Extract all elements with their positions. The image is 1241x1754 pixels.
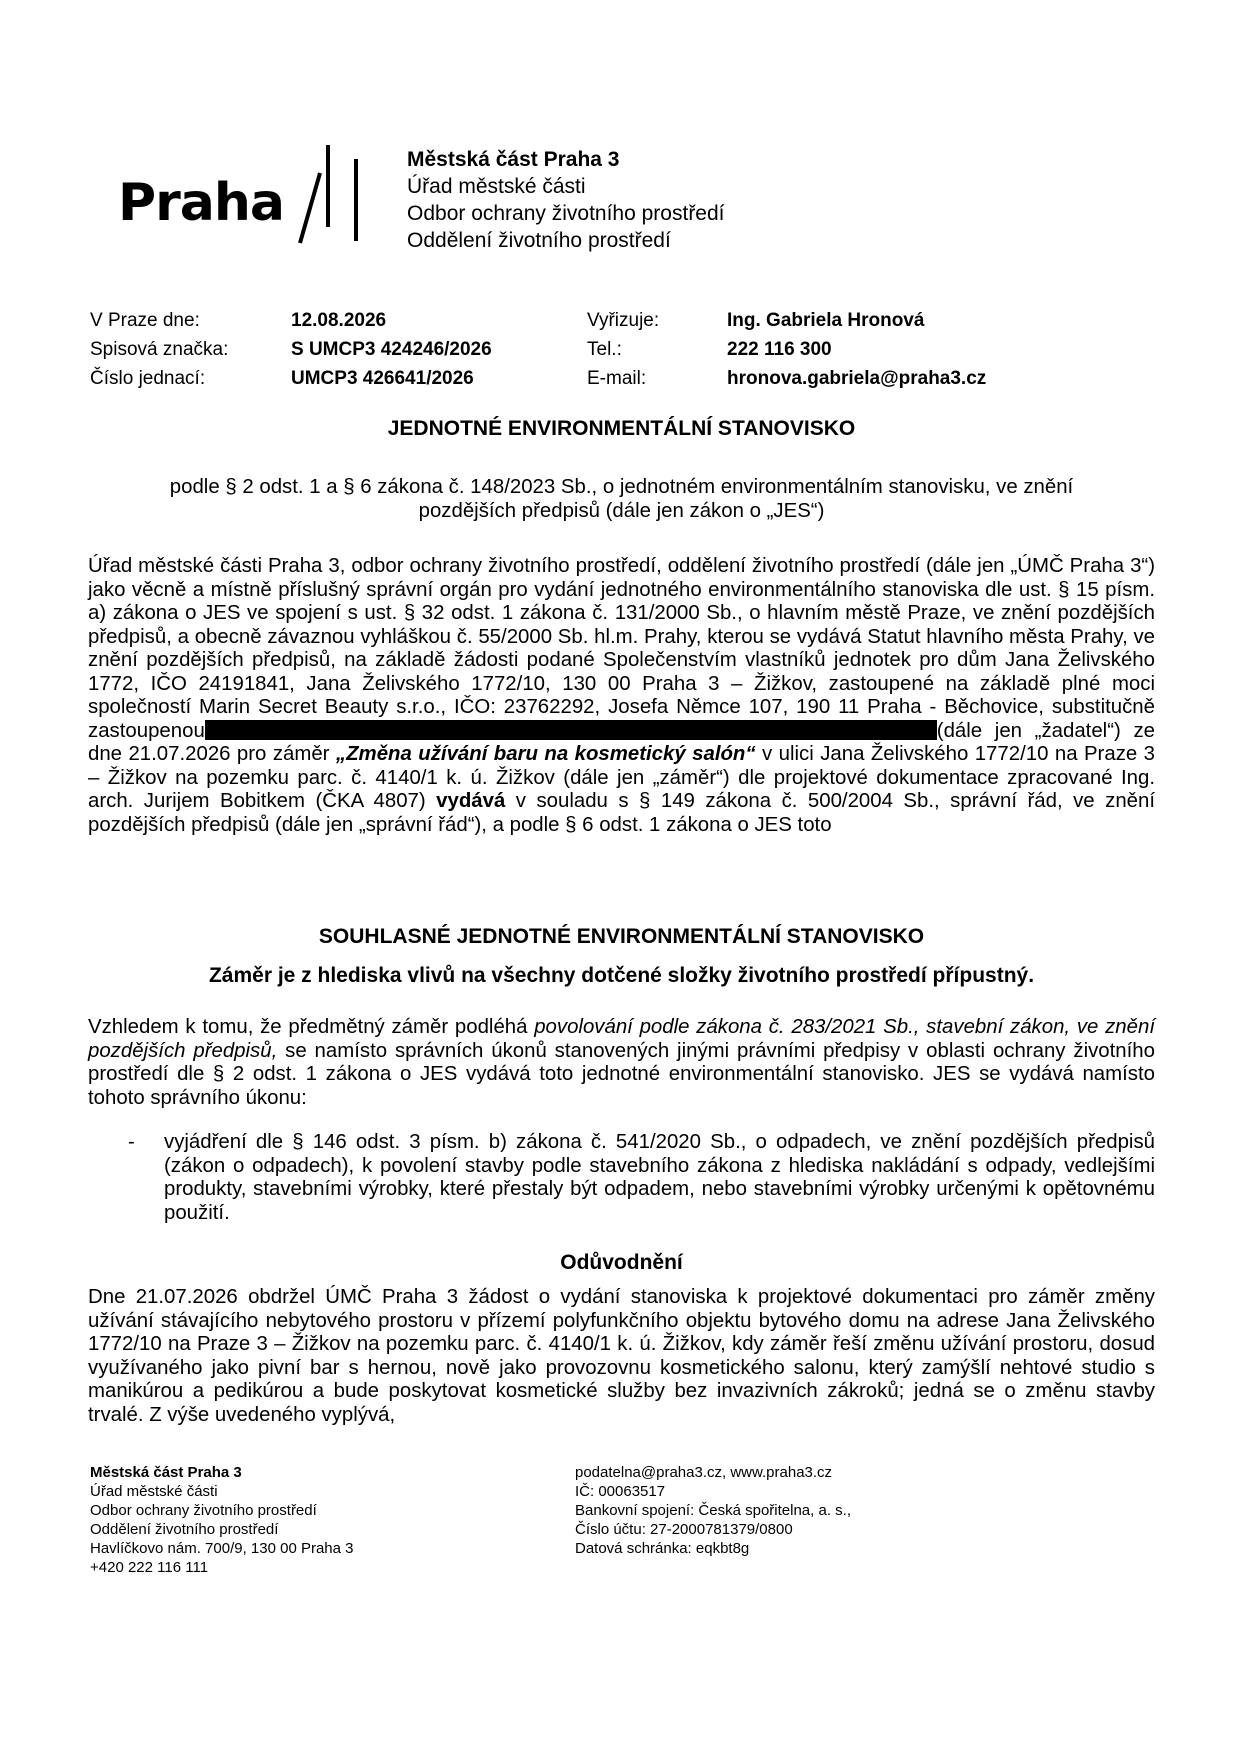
email-label: E-mail:: [587, 368, 647, 389]
office-line-4: Oddělení životního prostředí: [407, 229, 671, 252]
intro-part-4: v souladu s § 149 zákona č. 500/2004 Sb., správní řád, ve znění pozdějších předpisů (dále jen „správní řád“), a podle § 6 odst. 1 zákona o JES toto: [88, 790, 1155, 836]
logo-mark-icon: [288, 143, 368, 247]
meta-values: [291, 306, 492, 393]
footer-right-3: Bankovní spojení: Česká spořitelna, a. s.,: [575, 1502, 851, 1519]
subtitle-line-2: pozdějších předpisů (dále jen zákon o „JES“): [418, 499, 825, 522]
intro-part-1: Úřad městské části Praha 3, odbor ochrany životního prostředí, oddělení životního prostředí (dále jen „ÚMČ Praha 3“) jako věcně a místně příslušný správní orgán pro vydání jednotného environmentálního stanoviska dle ust. § 15 písm. a) zákona o JES ve spojení s ust. § 32 odst. 1 zákona č. 131/2000 Sb., o hlavním městě Praze, ve znění pozdějších předpisů, a obecně závaznou vyhláškou č. 55/2000 Sb. hl.m. Prahy, kterou se vydává Statut hlavního města Prahy, ve znění pozdějších předpisů, na základě žádosti podané Společenstvím vlastníků jednotek pro dům Jana Želivského 1772, IČO 24191841, Jana Želivského 1772/10, 130 00 Praha 3 – Žižkov, zastoupené na základě plné moci společností Marin Secret Beauty s.r.o., IČO: 23762292, Josefa Němce 107, 190 11 Praha - Běchovice, substitučně zastoupenou: [88, 555, 1155, 742]
reference-number-value: UMCP3 426641/2026: [291, 368, 474, 389]
footer-right-2: IČ: 00063517: [575, 1483, 666, 1500]
handler-label: Vyřizuje:: [587, 310, 660, 331]
office-header: [407, 146, 725, 254]
intro-paragraph: [88, 555, 1155, 837]
contact-labels: [587, 306, 659, 393]
subtitle-line-1: podle § 2 odst. 1 a § 6 zákona č. 148/2023 Sb., o jednotném environmentálním stanovisku, ve znění: [169, 476, 1074, 498]
reasoning-paragraph: Dne 21.07.2026 obdržel ÚMČ Praha 3 žádost o vydání stanoviska k projektové dokumentaci pro záměr změny užívání stávajícího nebytového prostoru v přízemí polyfunkčního objektu bytového domu na adrese Jana Želivského 1772/10 na Praze 3 – Žižkov na pozemku parc. č. 4140/1 k. ú. Žižkov, kdy záměr řeší změnu užívání prostoru, dosud využívaného jako pivní bar s hernou, nově jako provozovnu kosmetického salonu, který zamýšlí nehtové studio s manikúrou a pedikúrou a bude poskytovat kosmetické služby bez invazivních zákroků; jedná se o změnu stavby trvalé. Z výše uvedeného vyplývá,: [88, 1286, 1155, 1426]
file-mark-value: S UMCP3 424246/2026: [291, 339, 492, 360]
scope-law: povolování podle zákona č. 283/2021 Sb., stavební zákon, ve znění pozdějších předpisů,: [88, 1016, 1155, 1062]
scope-paragraph: [88, 1016, 1155, 1110]
document-subtitle: [88, 476, 1155, 523]
footer-left-1: Městská část Praha 3: [90, 1464, 242, 1481]
footer-address: [90, 1463, 354, 1577]
contact-values: [727, 306, 986, 393]
footer-left-3: Odbor ochrany životního prostředí: [90, 1502, 317, 1519]
list-item-text: vyjádření dle § 146 odst. 3 písm. b) zákona č. 541/2020 Sb., o odpadech, ve znění pozdějších předpisů (zákon o odpadech), k povolení stavby podle stavebního zákona z hlediska nakládání s odpady, vedlejšími produkty, stavebními výrobky, které přestaly být odpadem, nebo stavebními výrobky určenými k opětovnému použití.: [164, 1131, 1155, 1224]
reasoning-heading: Odůvodnění: [560, 1251, 683, 1274]
phone-label: Tel.:: [587, 339, 622, 360]
footer-contact: [575, 1463, 851, 1558]
footer-left-6: +420 222 116 111: [90, 1559, 209, 1576]
meta-labels: [90, 306, 228, 393]
decision-heading: SOUHLASNÉ JEDNOTNÉ ENVIRONMENTÁLNÍ STANOVISKO: [318, 925, 925, 948]
office-line-3: Odbor ochrany životního prostředí: [407, 202, 725, 225]
footer-left-5: Havlíčkovo nám. 700/9, 130 00 Praha 3: [90, 1540, 354, 1557]
footer-right-4: Číslo účtu: 27-2000781379/0800: [575, 1521, 793, 1538]
date-value: 12.08.2026: [291, 310, 387, 331]
handler-value: Ing. Gabriela Hronová: [727, 310, 925, 331]
file-mark-label: Spisová značka:: [90, 339, 229, 360]
project-name: „Změna užívání baru na kosmetický salón“: [335, 743, 756, 765]
redaction-bar: [205, 720, 937, 740]
footer-right-1: podatelna@praha3.cz, www.praha3.cz: [575, 1464, 833, 1481]
intro-part-2: (dále jen „žadatel“) ze dne 21.07.2026 pro záměr: [88, 719, 1155, 765]
phone-value: 222 116 300: [727, 339, 832, 360]
footer-right-5: Datová schránka: eqkbt8g: [575, 1540, 750, 1557]
decision-statement: Záměr je z hlediska vlivů na všechny dotčené složky životního prostředí přípustný.: [208, 964, 1035, 987]
footer-left-4: Oddělení životního prostředí: [90, 1521, 279, 1538]
office-line-2: Úřad městské části: [407, 175, 586, 198]
footer-left-2: Úřad městské části: [90, 1483, 218, 1500]
intro-part-3: v ulici Jana Želivského 1772/10 na Praze 3 – Žižkov na pozemku parc. č. 4140/1 k. ú. Žižkov (dále jen „záměr“) dle projektové dokumentace zpracované Ing. arch. Jurijem Bobitkem (ČKA 4807): [88, 743, 1155, 812]
document-title: JEDNOTNÉ ENVIRONMENTÁLNÍ STANOVISKO: [387, 417, 856, 440]
scope-part-1: Vzhledem k tomu, že předmětný záměr podléhá: [88, 1016, 535, 1038]
issues-verb: vydává: [436, 790, 506, 812]
logo-word: Praha: [118, 173, 284, 233]
email-value: hronova.gabriela@praha3.cz: [727, 368, 987, 389]
reference-number-label: Číslo jednací:: [90, 368, 206, 389]
scope-part-2: se namísto správních úkonů stanovených jinými právními předpisy v oblasti ochrany životního prostředí dle § 2 odst. 1 zákona o JES vydává toto jednotné environmentální stanovisko. JES se vydává namísto tohoto správního úkonu:: [88, 1039, 1155, 1109]
date-label: V Praze dne:: [90, 310, 200, 331]
office-line-1: Městská část Praha 3: [407, 148, 620, 171]
list-dash: -: [128, 1131, 135, 1153]
